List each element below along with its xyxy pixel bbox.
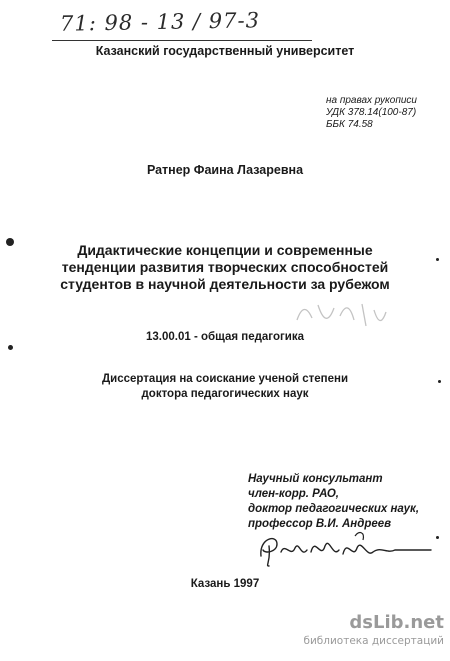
watermark-brand: dsLib.net [349, 612, 444, 633]
handwritten-catalog-number: 71: 98 - 13 / 97-3 [59, 8, 261, 36]
title-line: студентов в научной деятельности за рубежом [60, 276, 390, 292]
scientific-advisor [248, 472, 419, 532]
university-name: Казанский государственный университет [95, 44, 355, 58]
degree-line: доктора педагогических наук [141, 388, 309, 400]
degree-line: Диссертация на соискание ученой степени [101, 373, 349, 385]
udk-code: УДК 378.14(100-87) [326, 107, 417, 118]
title-line: Дидактические концепции и современные [77, 242, 373, 258]
bbk-code: ББК 74.58 [326, 119, 373, 130]
advisor-line: профессор В.И. Андреев [248, 518, 392, 530]
dissertation-degree [0, 372, 450, 402]
specialty-code: 13.00.01 - общая педагогика [146, 331, 304, 343]
punch-hole-mark [8, 345, 13, 350]
title-line: тенденции развития творческих способностей [61, 259, 389, 275]
watermark-subtitle: библиотека диссертаций [303, 635, 444, 647]
advisor-line: член-корр. РАО, [248, 488, 339, 500]
advisor-line: Научный консультант [248, 473, 383, 485]
manuscript-rights: на правах рукописи [326, 95, 417, 106]
city-and-year: Казань 1997 [190, 578, 260, 590]
advisor-line: доктор педагогических наук, [248, 503, 420, 515]
scan-speck [436, 536, 439, 539]
author-name: Ратнер Фаина Лазаревна [146, 163, 304, 177]
handwritten-signature [255, 528, 435, 570]
manuscript-meta [326, 95, 417, 131]
dissertation-title [0, 242, 450, 293]
handwritten-underline [52, 40, 312, 41]
dslib-watermark [303, 612, 448, 658]
